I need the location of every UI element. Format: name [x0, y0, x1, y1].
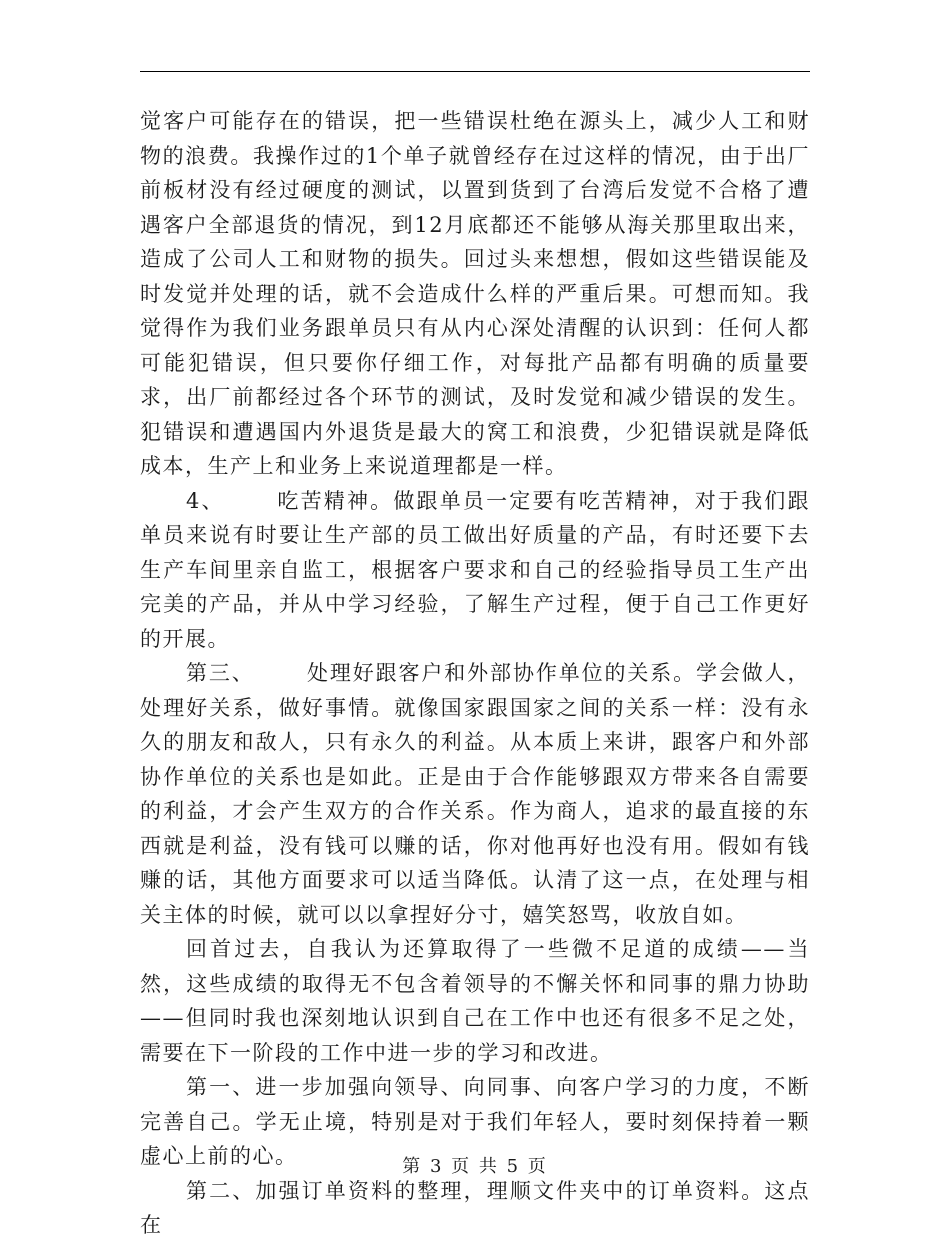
paragraph — [140, 1174, 810, 1243]
list-number: 4、 — [186, 488, 225, 513]
page-footer: 第 3 页 共 5 页 — [402, 1156, 548, 1177]
section-number: 第三、 — [186, 661, 255, 685]
header-rule — [140, 71, 810, 72]
document-body — [140, 104, 810, 1243]
paragraph-text: 觉客户可能存在的错误，把一些错误杜绝在源头上，减少人工和财物的浪费。我操作过的1个单子就曾经存在过这样的情况，由于出厂前板材没有经过硬度的测试，以置到货到了台湾后发觉不合格了遭遇客户全部退货的情况，到12月底都还不能够从海关那里取出来，造成了公司人工和财物的损失。回过头来想想，假如这些错误能及时发觉并处理的话，就不会造成什么样的严重后果。可想而知。我觉得作为我们业务跟单员只有从内心深处清醒的认识到：任何人都可能犯错误，但只要你仔细工作，对每批产品都有明确的质量要求，出厂前都经过各个环节的测试，及时发觉和减少错误的发生。犯错误和遭遇国内外退货是最大的窝工和浪费，少犯错误就是降低成本，生产上和业务上来说道理都是一样。 — [140, 109, 810, 478]
paragraph — [140, 932, 810, 1070]
paragraph-text: 吃苦精神。做跟单员一定要有吃苦精神，对于我们跟单员来说有时要让生产部的员工做出好质量的产品，有时还要下去生产车间里亲自监工，根据客户要求和自己的经验指导员工生产出完美的产品，并从中学习经验，了解生产过程，便于自己工作更好的开展。 — [140, 488, 810, 651]
paragraph — [140, 104, 810, 484]
paragraph-section-3 — [140, 656, 810, 932]
paragraph-text: 回首过去，自我认为还算取得了一些微不足道的成绩——当然，这些成绩的取得无不包含着领导的不懈关怀和同事的鼎力协助——但同时我也深刻地认识到自己在工作中也还有很多不足之处，需要在下一阶段的工作中进一步的学习和改进。 — [140, 937, 810, 1065]
paragraph-text: 处理好跟客户和外部协作单位的关系。学会做人，处理好关系，做好事情。就像国家跟国家之间的关系一样：没有永久的朋友和敌人，只有永久的利益。从本质上来讲，跟客户和外部协作单位的关系也是如此。正是由于合作能够跟双方带来各自需要的利益，才会产生双方的合作关系。作为商人，追求的最直接的东西就是利益，没有钱可以赚的话，你对他再好也没有用。假如有钱赚的话，其他方面要求可以适当降低。认清了这一点，在处理与相关主体的时候，就可以以拿捏好分寸，嬉笑怒骂，收放自如。 — [140, 661, 810, 927]
paragraph-item-4 — [140, 484, 810, 657]
paragraph-text: 第一、进一步加强向领导、向同事、向客户学习的力度，不断完善自己。学无止境，特别是对于我们年轻人，要时刻保持着一颗虚心上前的心。 — [140, 1075, 810, 1168]
paragraph-text: 第二、加强订单资料的整理，理顺文件夹中的订单资料。这点在 — [140, 1178, 810, 1237]
